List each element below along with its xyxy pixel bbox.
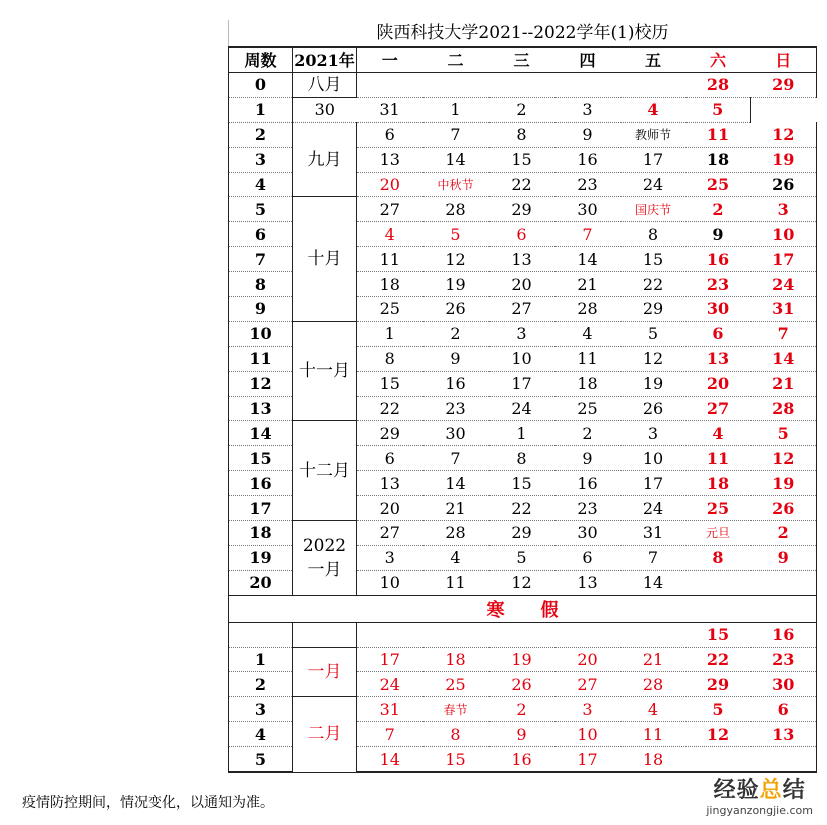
week-number: 13	[229, 396, 293, 421]
day-cell: 8	[357, 346, 423, 371]
day-cell: 27	[686, 396, 751, 421]
day-cell: 6	[357, 446, 423, 471]
day-cell: 14	[555, 247, 621, 272]
day-cell: 4	[357, 222, 423, 247]
week-number: 11	[229, 346, 293, 371]
day-cell: 11	[423, 570, 489, 595]
day-cell: 5	[686, 697, 751, 722]
day-cell: 9	[555, 122, 621, 147]
day-cell: 12	[489, 570, 555, 595]
day-cell: 19	[423, 272, 489, 297]
day-cell: 2	[751, 521, 817, 546]
day-cell: 30	[293, 97, 357, 122]
calendar-table	[228, 46, 817, 773]
day-cell	[555, 72, 621, 97]
week-number: 10	[229, 321, 293, 346]
week-number: 1	[229, 97, 293, 122]
header-cell: 一	[357, 47, 423, 72]
day-cell	[423, 72, 489, 97]
month-label: 一月	[293, 647, 357, 697]
calendar-title: 陕西科技大学2021--2022学年(1)校历	[228, 20, 816, 46]
header-cell: 日	[751, 47, 817, 72]
calendar	[228, 20, 816, 773]
week-number: 5	[229, 747, 293, 772]
day-cell: 17	[751, 247, 817, 272]
day-cell: 27	[555, 672, 621, 697]
week-number: 20	[229, 570, 293, 595]
day-cell: 国庆节	[621, 197, 686, 222]
day-cell: 11	[621, 722, 686, 747]
day-cell: 30	[555, 521, 621, 546]
day-cell: 12	[686, 722, 751, 747]
month-label: 九月	[293, 122, 357, 197]
day-cell: 8	[621, 222, 686, 247]
day-cell: 15	[489, 147, 555, 172]
day-cell: 2	[489, 697, 555, 722]
day-cell: 29	[621, 297, 686, 322]
day-cell: 10	[751, 222, 817, 247]
day-cell: 30	[423, 421, 489, 446]
day-cell: 27	[357, 521, 423, 546]
day-cell: 23	[751, 647, 817, 672]
day-cell: 4	[686, 421, 751, 446]
day-cell: 24	[621, 172, 686, 197]
day-cell: 24	[751, 272, 817, 297]
day-cell: 3	[555, 697, 621, 722]
day-cell: 25	[686, 172, 751, 197]
day-cell: 30	[751, 672, 817, 697]
day-cell: 7	[423, 446, 489, 471]
week-number: 17	[229, 496, 293, 521]
day-cell: 2	[555, 421, 621, 446]
day-cell: 8	[423, 722, 489, 747]
day-cell: 11	[686, 122, 751, 147]
header-cell: 五	[621, 47, 686, 72]
day-cell: 18	[357, 272, 423, 297]
day-cell: 9	[751, 545, 817, 570]
day-cell: 7	[751, 321, 817, 346]
day-cell: 8	[489, 122, 555, 147]
day-cell: 1	[489, 421, 555, 446]
day-cell: 13	[751, 722, 817, 747]
day-cell: 24	[489, 396, 555, 421]
week-number: 2	[229, 672, 293, 697]
day-cell: 30	[555, 197, 621, 222]
day-cell: 16	[555, 471, 621, 496]
day-cell: 12	[621, 346, 686, 371]
after-break-row	[229, 647, 817, 672]
day-cell: 25	[423, 672, 489, 697]
day-cell: 15	[357, 371, 423, 396]
day-cell: 27	[357, 197, 423, 222]
day-cell: 10	[357, 570, 423, 595]
header-cell: 周数	[229, 47, 293, 72]
day-cell: 19	[751, 147, 817, 172]
month-label	[293, 622, 357, 647]
week-number: 8	[229, 272, 293, 297]
day-cell: 26	[751, 496, 817, 521]
month-label: 2022 一月	[293, 521, 357, 596]
before-break-row	[229, 97, 817, 122]
day-cell: 19	[489, 647, 555, 672]
day-cell: 15	[621, 247, 686, 272]
winter-break-row	[229, 595, 817, 622]
day-cell: 10	[555, 722, 621, 747]
day-cell: 18	[423, 647, 489, 672]
day-cell: 21	[621, 647, 686, 672]
day-cell: 21	[423, 496, 489, 521]
footnote: 疫情防控期间，情况变化，以通知为准。	[22, 795, 274, 811]
day-cell: 21	[751, 371, 817, 396]
header-cell: 二	[423, 47, 489, 72]
day-cell: 16	[751, 622, 817, 647]
day-cell: 20	[357, 496, 423, 521]
day-cell: 17	[555, 747, 621, 772]
day-cell: 22	[489, 172, 555, 197]
day-cell: 20	[357, 172, 423, 197]
day-cell: 28	[751, 396, 817, 421]
day-cell: 7	[423, 122, 489, 147]
week-number: 4	[229, 172, 293, 197]
day-cell: 16	[555, 147, 621, 172]
header-row	[229, 47, 817, 72]
header-cell: 2021年	[293, 47, 357, 72]
day-cell: 11	[555, 346, 621, 371]
week-number: 7	[229, 247, 293, 272]
week-number: 1	[229, 647, 293, 672]
day-cell: 23	[423, 396, 489, 421]
day-cell	[489, 622, 555, 647]
day-cell: 15	[489, 471, 555, 496]
day-cell: 22	[686, 647, 751, 672]
day-cell: 16	[686, 247, 751, 272]
day-cell: 24	[357, 672, 423, 697]
day-cell: 31	[357, 97, 423, 122]
day-cell: 20	[555, 647, 621, 672]
day-cell: 14	[751, 346, 817, 371]
day-cell: 23	[686, 272, 751, 297]
day-cell: 13	[686, 346, 751, 371]
header-cell: 三	[489, 47, 555, 72]
day-cell: 28	[621, 672, 686, 697]
day-cell: 6	[686, 321, 751, 346]
day-cell	[489, 72, 555, 97]
day-cell: 13	[357, 147, 423, 172]
day-cell: 1	[357, 321, 423, 346]
day-cell: 15	[686, 622, 751, 647]
day-cell: 31	[751, 297, 817, 322]
week-number: 3	[229, 697, 293, 722]
day-cell: 8	[686, 545, 751, 570]
month-label: 十一月	[293, 321, 357, 421]
day-cell: 9	[555, 446, 621, 471]
month-label: 十月	[293, 197, 357, 321]
day-cell: 19	[621, 371, 686, 396]
day-cell: 9	[489, 722, 555, 747]
day-cell: 11	[357, 247, 423, 272]
day-cell: 26	[423, 297, 489, 322]
day-cell	[357, 72, 423, 97]
week-number: 2	[229, 122, 293, 147]
day-cell: 13	[555, 570, 621, 595]
day-cell: 18	[686, 471, 751, 496]
day-cell: 25	[357, 297, 423, 322]
day-cell: 23	[555, 172, 621, 197]
day-cell: 25	[686, 496, 751, 521]
before-break-row	[229, 72, 817, 97]
day-cell: 12	[751, 122, 817, 147]
day-cell: 4	[555, 321, 621, 346]
day-cell: 17	[357, 647, 423, 672]
day-cell: 26	[621, 396, 686, 421]
day-cell: 5	[489, 545, 555, 570]
day-cell: 17	[621, 471, 686, 496]
day-cell: 2	[489, 97, 555, 122]
month-label: 二月	[293, 697, 357, 772]
before-break-row	[229, 321, 817, 346]
before-break-row	[229, 122, 817, 147]
winter-break-label: 寒 假	[229, 595, 817, 622]
day-cell: 28	[423, 197, 489, 222]
week-number: 9	[229, 297, 293, 322]
day-cell	[423, 622, 489, 647]
day-cell: 中秋节	[423, 172, 489, 197]
after-break-row	[229, 622, 817, 647]
day-cell: 4	[423, 545, 489, 570]
before-break-row	[229, 421, 817, 446]
week-number: 5	[229, 197, 293, 222]
day-cell: 25	[555, 396, 621, 421]
day-cell: 5	[751, 421, 817, 446]
watermark-url: jingyanzongjie.com	[706, 804, 813, 817]
day-cell: 17	[621, 147, 686, 172]
day-cell: 29	[489, 197, 555, 222]
header-cell: 六	[686, 47, 751, 72]
day-cell: 30	[686, 297, 751, 322]
day-cell: 29	[751, 72, 817, 97]
day-cell: 6	[489, 222, 555, 247]
day-cell: 3	[555, 97, 621, 122]
day-cell: 4	[621, 697, 686, 722]
header-cell: 四	[555, 47, 621, 72]
week-number: 4	[229, 722, 293, 747]
week-number: 16	[229, 471, 293, 496]
day-cell: 5	[423, 222, 489, 247]
day-cell: 29	[357, 421, 423, 446]
day-cell: 26	[489, 672, 555, 697]
day-cell	[621, 72, 686, 97]
day-cell: 31	[621, 521, 686, 546]
watermark	[706, 773, 813, 817]
day-cell: 10	[621, 446, 686, 471]
day-cell: 26	[751, 172, 817, 197]
day-cell: 10	[489, 346, 555, 371]
day-cell: 7	[555, 222, 621, 247]
month-label: 八月	[293, 72, 357, 97]
day-cell: 16	[423, 371, 489, 396]
day-cell: 2	[423, 321, 489, 346]
week-number: 19	[229, 545, 293, 570]
day-cell: 5	[686, 97, 751, 122]
day-cell: 18	[686, 147, 751, 172]
day-cell: 14	[357, 747, 423, 772]
day-cell	[686, 747, 751, 772]
day-cell: 7	[357, 722, 423, 747]
day-cell	[686, 570, 751, 595]
watermark-logo: 经验总结	[713, 778, 806, 803]
week-number: 14	[229, 421, 293, 446]
month-label: 十二月	[293, 421, 357, 521]
day-cell: 29	[686, 672, 751, 697]
week-number: 18	[229, 521, 293, 546]
day-cell: 31	[357, 697, 423, 722]
day-cell: 6	[555, 545, 621, 570]
day-cell: 20	[686, 371, 751, 396]
day-cell: 18	[621, 747, 686, 772]
day-cell: 22	[489, 496, 555, 521]
day-cell: 1	[423, 97, 489, 122]
day-cell	[357, 622, 423, 647]
day-cell: 13	[357, 471, 423, 496]
day-cell: 15	[423, 747, 489, 772]
day-cell: 23	[555, 496, 621, 521]
day-cell: 12	[423, 247, 489, 272]
day-cell	[751, 570, 817, 595]
day-cell: 28	[555, 297, 621, 322]
week-number: 0	[229, 72, 293, 97]
week-number: 12	[229, 371, 293, 396]
day-cell: 22	[357, 396, 423, 421]
week-number: 15	[229, 446, 293, 471]
day-cell: 6	[357, 122, 423, 147]
after-break-row	[229, 697, 817, 722]
day-cell: 3	[357, 545, 423, 570]
day-cell: 29	[489, 521, 555, 546]
before-break-row	[229, 197, 817, 222]
day-cell: 19	[751, 471, 817, 496]
day-cell: 16	[489, 747, 555, 772]
day-cell: 3	[489, 321, 555, 346]
day-cell: 11	[686, 446, 751, 471]
week-number: 6	[229, 222, 293, 247]
day-cell: 18	[555, 371, 621, 396]
day-cell: 6	[751, 697, 817, 722]
day-cell: 21	[555, 272, 621, 297]
day-cell: 9	[686, 222, 751, 247]
day-cell: 5	[621, 321, 686, 346]
day-cell	[555, 622, 621, 647]
day-cell: 元旦	[686, 521, 751, 546]
day-cell: 4	[621, 97, 686, 122]
day-cell: 17	[489, 371, 555, 396]
day-cell: 24	[621, 496, 686, 521]
day-cell: 教师节	[621, 122, 686, 147]
day-cell: 7	[621, 545, 686, 570]
day-cell: 13	[489, 247, 555, 272]
day-cell: 22	[621, 272, 686, 297]
day-cell: 28	[423, 521, 489, 546]
day-cell	[621, 622, 686, 647]
day-cell: 27	[489, 297, 555, 322]
day-cell: 12	[751, 446, 817, 471]
week-number: 3	[229, 147, 293, 172]
day-cell	[751, 747, 817, 772]
day-cell: 8	[489, 446, 555, 471]
week-number	[229, 622, 293, 647]
before-break-row	[229, 521, 817, 546]
day-cell: 14	[423, 147, 489, 172]
day-cell: 2	[686, 197, 751, 222]
day-cell: 春节	[423, 697, 489, 722]
day-cell: 28	[686, 72, 751, 97]
day-cell: 20	[489, 272, 555, 297]
day-cell: 14	[621, 570, 686, 595]
day-cell: 3	[751, 197, 817, 222]
day-cell: 9	[423, 346, 489, 371]
day-cell: 14	[423, 471, 489, 496]
day-cell: 3	[621, 421, 686, 446]
